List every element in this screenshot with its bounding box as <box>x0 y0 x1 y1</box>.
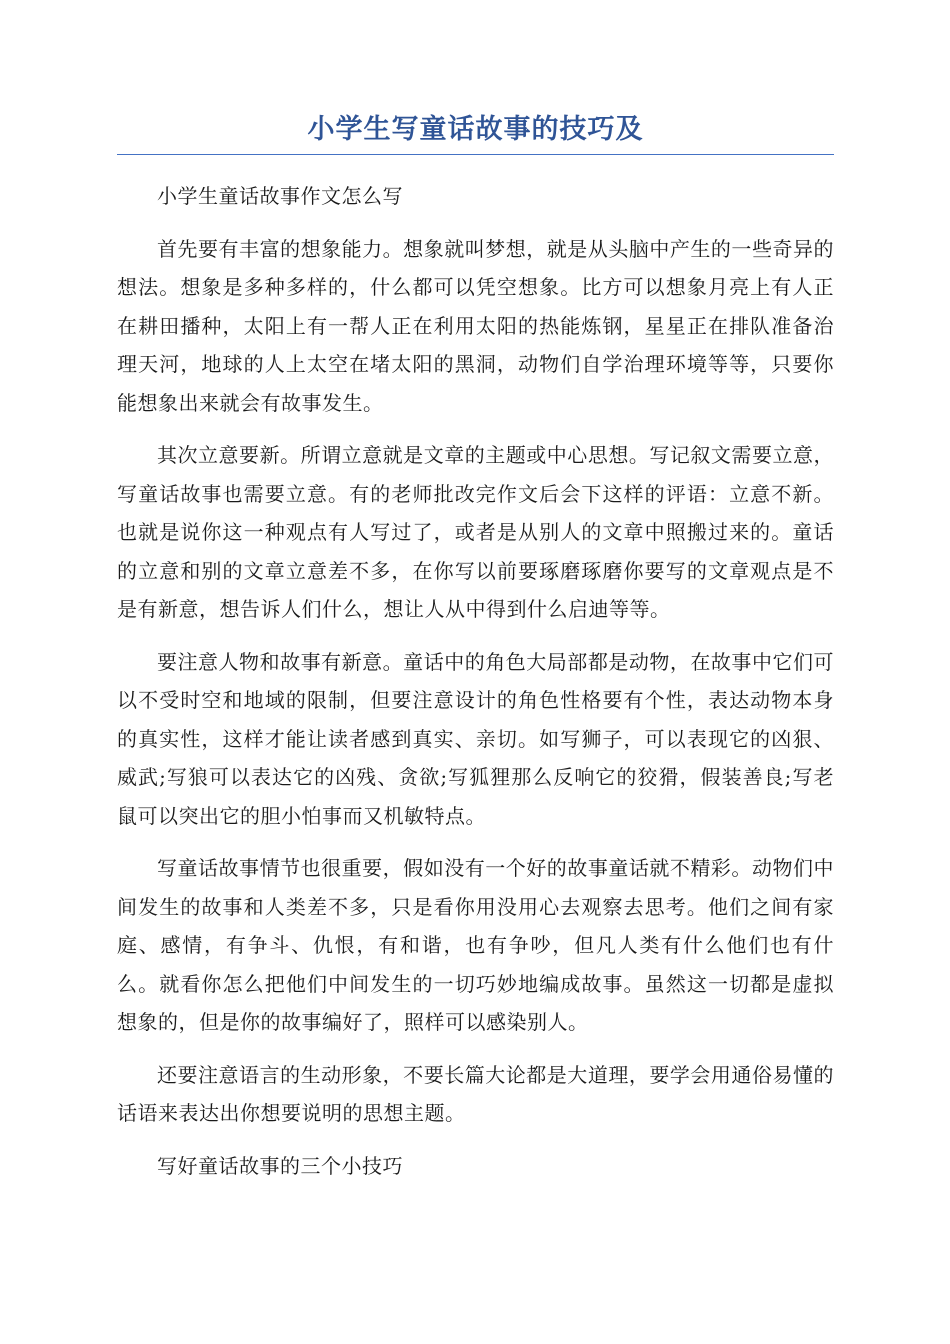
paragraph-subheading: 小学生童话故事作文怎么写 <box>157 184 403 208</box>
document-title: 小学生写童话故事的技巧及 <box>117 108 834 155</box>
paragraph: 还要注意语言的生动形象，不要长篇大论都是大道理，要学会用通俗易懂的话语来表达出你想要说明的思想主题。 <box>117 1062 834 1125</box>
document-page <box>117 108 834 1199</box>
document-body <box>117 177 834 1185</box>
paragraph-subheading: 写好童话故事的三个小技巧 <box>157 1153 403 1178</box>
paragraph: 其次立意要新。所谓立意就是文章的主题或中心思想。写记叙文需要立意，写童话故事也需要立意。有的老师批改完作文后会下这样的评语：立意不新。也就是说你这一种观点有人写过了，或者是从别人的文章中照搬过来的。童话的立意和别的文章立意差不多，在你写以前要琢磨琢磨你要写的文章观点是不是有新意，想告诉人们什么，想让人从中得到什么启迪等等。 <box>117 443 834 621</box>
paragraph: 首先要有丰富的想象能力。想象就叫梦想，就是从头脑中产生的一些奇异的想法。想象是多种多样的，什么都可以凭空想象。比方可以想象月亮上有人正在耕田播种，太阳上有一帮人正在利用太阳的热能炼钢，星星正在排队准备治理天河，地球的人上太空在堵太阳的黑洞，动物们自学治理环境等等，只要你能想象出来就会有故事发生。 <box>117 236 834 415</box>
paragraph: 要注意人物和故事有新意。童话中的角色大局部都是动物，在故事中它们可以不受时空和地域的限制，但要注意设计的角色性格要有个性，表达动物本身的真实性，这样才能让读者感到真实、亲切。如写狮子，可以表现它的凶狠、威武;写狼可以表达它的凶残、贪欲;写狐狸那么反响它的狡猾，假装善良;写老鼠可以突出它的胆小怕事而又机敏特点。 <box>117 649 834 828</box>
paragraph: 写童话故事情节也很重要，假如没有一个好的故事童话就不精彩。动物们中间发生的故事和人类差不多，只是看你用没用心去观察去思考。他们之间有家庭、感情，有争斗、仇恨，有和谐，也有争吵，但凡人类有什么他们也有什么。就看你怎么把他们中间发生的一切巧妙地编成故事。虽然这一切都是虚拟想象的，但是你的故事编好了，照样可以感染别人。 <box>117 856 834 1034</box>
